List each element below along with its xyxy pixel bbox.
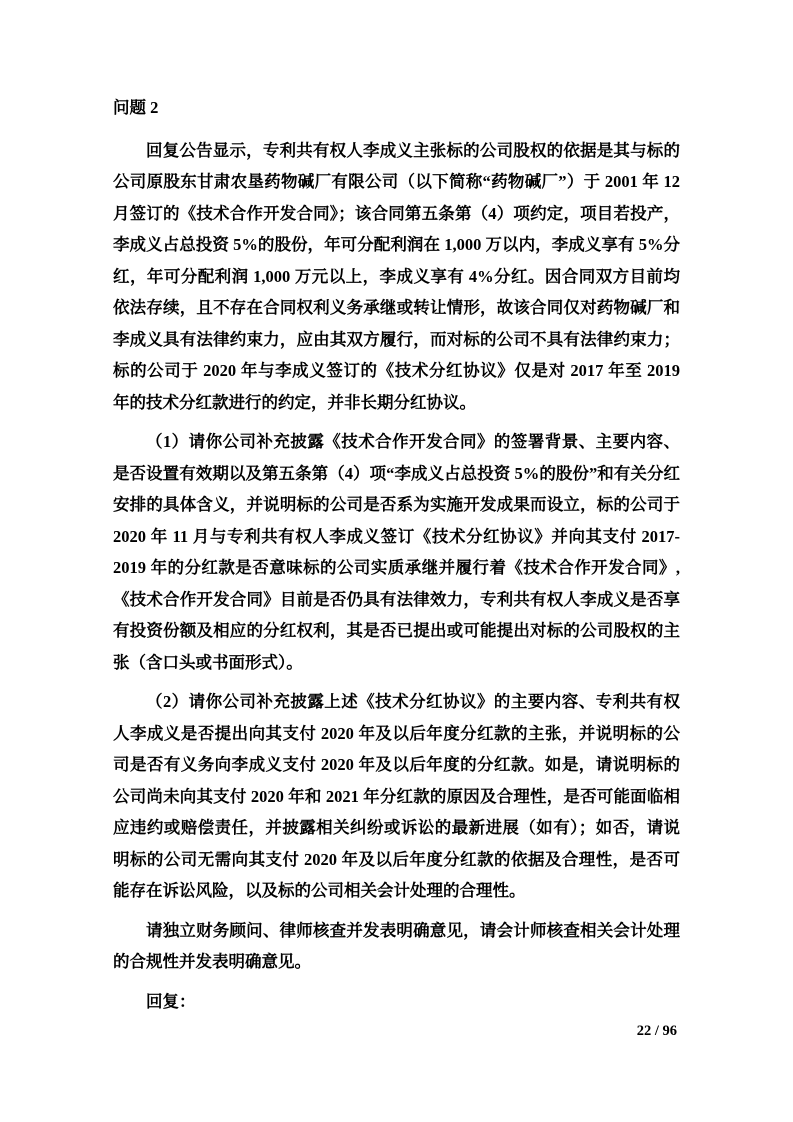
paragraph-reply-summary: 回复公告显示，专利共有权人李成义主张标的公司股权的依据是其与标的公司原股东甘肃农垦药物碱厂有限公司（以下简称“药物碱厂”）于 2001 年 12 月签订的《技术合作开发合同》；该合同第五条第（4）项约定，项目若投产，李成义占总投资 5%的股份，年可分配利润在 1,000 万以内，李成义享有 5%分红，年可分配利润 1,000 万元以上，李成义享有 4%分红。因合同双方目前均依法存续，且不存在合同权利义务承继或转让情形，故该合同仅对药物碱厂和李成义具有法律约束力，应由其双方履行，而对标的公司不具有法律约束力；标的公司于 2020 年与李成义签订的《技术分红协议》仅是对 2017 年至 2019 年的技术分红款进行的约定，并非长期分红协议。 [113,140,680,412]
paragraph-verification-request: 请独立财务顾问、律师核查并发表明确意见，请会计师核查相关会计处理的合规性并发表明确意见。 [113,920,680,971]
paragraph-question-2: （2）请你公司补充披露上述《技术分红协议》的主要内容、专利共有权人李成义是否提出向其支付 2020 年及以后年度分红款的主张，并说明标的公司是否有义务向李成义支付 2020 年及以后年度的分红款。如是，请说明标的公司尚未向其支付 2020 年和 2021 年分红款的原因及合理性，是否可能面临相应违约或赔偿责任，并披露相关纠纷或诉讼的最新进展（如有）；如否，请说明标的公司无需向其支付 2020 年及以后年度分红款的依据及合理性，是否可能存在诉讼风险，以及标的公司相关会计处理的合理性。 [113,692,680,900]
section-title: 问题 2 [113,98,159,117]
page-number: 22 / 96 [636,1023,677,1039]
paragraph-question-1: （1）请你公司补充披露《技术合作开发合同》的签署背景、主要内容、是否设置有效期以及第五条第（4）项“李成义占总投资 5%的股份”和有关分红安排的具体含义，并说明标的公司是否系为实施开发成果而设立，标的公司于 2020 年 11 月与专利共有权人李成义签订《技术分红协议》并向其支付 2017-2019 年的分红款是否意味标的公司实质承继并履行着《技术合作开发合同》,《技术合作开发合同》目前是否仍具有法律效力，专利共有权人李成义是否享有投资份额及相应的分红权利，其是否已提出或可能提出对标的公司股权的主张（含口头或书面形式）。 [113,432,680,672]
reply-label: 回复： [146,991,196,1011]
